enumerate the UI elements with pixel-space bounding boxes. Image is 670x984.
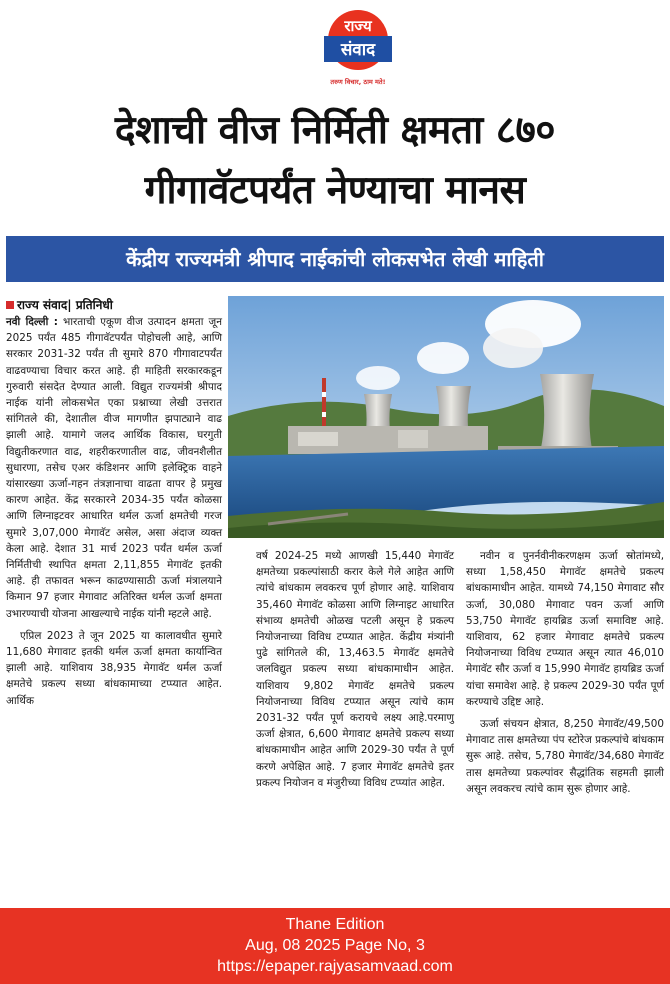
rajya-samvad-logo[interactable] <box>318 6 398 90</box>
byline <box>6 296 113 313</box>
headline-line-1: देशाची वीज निर्मिती क्षमता ८७० <box>114 108 556 153</box>
edition-name: Thane Edition <box>285 916 385 933</box>
subheadline-bar <box>6 236 664 282</box>
power-plant-photo <box>228 296 664 538</box>
article-paragraph-5: ऊर्जा संचयन क्षेत्रात, 8,250 मेगावॅट/49,500 मेगावाट तास क्षमतेच्या पंप स्टोरेज प्रकल्पांचे बांधकाम सुरू आहे. तसेच, 5,780 मेगावॅट/34,680 मेगावॅट तास क्षमतेच्या प्रकल्पांवर सैद्धांतिक सहमती झाली असून लवकरच त्यांचे काम सुरू होणार आहे. <box>466 718 664 795</box>
article-column-3 <box>466 548 664 803</box>
article-paragraph-3: वर्ष 2024-25 मध्ये आणखी 15,440 मेगावॅट क्षमतेच्या प्रकल्पांसाठी करार केले गेले आहेत आणि त्यांचे बांधकाम लवकरच पूर्ण होणार आहे. याशिवाय 35,460 मेगावॅट कोळसा आणि लिग्नाइट आधारित संभाव्य क्षमतेची ओळख पटली असून हे प्रकल्प नियोजनाच्या विविध टप्प्यात आहेत. केंद्रीय मंत्र्यांनी पुढे सांगितले की, 13,463.5 मेगावॅट क्षमतेचे जलविद्युत प्रकल्प सध्या बांधकामाधीन आहेत. याशिवाय 9,802 मेगावॅट क्षमतेचे प्रकल्प नियोजनाच्या विविध टप्प्यात असून त्यांचे काम 2031-32 पर्यंत पूर्ण करायचे लक्ष्य आहे.परमाणु ऊर्जा क्षेत्रात, 6,600 मेगावाट क्षमतेचे प्रकल्प सध्या बांधकामाधीन आहेत आणि 2029-30 पर्यंत ते पूर्ण करणे अपेक्षित आहे. 7 हजार मेगावॅट क्षमतेचे इतर प्रकल्प नियोजन व मंजुरीच्या विविध टप्प्यांत आहेत. <box>256 550 454 789</box>
edition-date-page: Aug, 08 2025 Page No, 3 <box>245 937 425 954</box>
article-paragraph-4: नवीन व पुनर्नवीनीकरणक्षम ऊर्जा स्रोतांमध्ये, सध्या 1,58,450 मेगावॅट क्षमतेचे प्रकल्प बांधकामाधीन आहेत. यामध्ये 74,150 मेगावाट सौर ऊर्जा, 30,080 मेगावाट पवन ऊर्जा आणि 53,750 मेगावॅट हायब्रिड ऊर्जा समाविष्ट आहे. याशिवाय, 62 हजार मेगावाट क्षमतेचे प्रकल्प नियोजनाच्या विविध टप्प्यात असून त्यात 46,010 मेगावॅट सौर ऊर्जा व 15,990 मेगावॅट हायब्रिड ऊर्जा यांचा समावेश आहे. हे प्रकल्प 2029-30 पर्यंत पूर्ण करण्याचे उद्दिष्ट आहे. <box>466 550 664 708</box>
edition-footer <box>0 908 670 984</box>
article-column-2 <box>256 548 454 797</box>
dateline: नवी दिल्ली : <box>6 316 58 328</box>
headline-line-2: गीगावॅटपर्यंत नेण्याचा मानस <box>144 168 526 213</box>
byline-text: राज्य संवाद| प्रतिनिधी <box>17 298 113 312</box>
byline-square-icon <box>6 301 14 309</box>
article-paragraph-1 <box>6 314 222 622</box>
logo-word-top: राज्य <box>344 17 372 35</box>
article-paragraph-2: एप्रिल 2023 ते जून 2025 या कालावधीत सुमारे 11,680 मेगावाट इतकी थर्मल ऊर्जा क्षमता कार्यान्वित झाली आहे. याशिवाय 38,935 मेगावॅट थर्मल ऊर्जा क्षमतेचे प्रकल्प सध्या बांधकामाच्या टप्प्यात आहेत. आर्थिक <box>6 629 222 707</box>
subheadline-text: केंद्रीय राज्यमंत्री श्रीपाद नाईकांची लोकसभेत लेखी माहिती <box>126 247 544 271</box>
paragraph-1-text: भारताची एकूण वीज उत्पादन क्षमता जून 2025 पर्यंत 485 गीगावॅटपर्यंत पोहोचली आहे, आणि सरकार 2031-32 पर्यंत ती सुमारे 870 गीगावाटपर्यंत वाढवण्याचा विचार करत आहे. ही माहिती सरकारकडून गुरुवारी संसदेत देण्यात आली. विद्युत राज्यमंत्री श्रीपाद नाईक यांनी लोकसभेत एका प्रश्नाच्या लेखी उत्तरात सांगितले की, देशातील वीज मागणीत झपाट्याने वाढ झाली आहे. यामागे जलद आर्थिक विकास, घरगुती विद्युतीकरणात वाढ, शहरीकरणातील वाढ, जीवनशैलीत सुधारणा, तसेच एअर कंडिशनर आणि इलेक्ट्रिक वाहने यांसारख्या ऊर्जा-गहन तंत्रज्ञानाचा वाढता वापर हे प्रमुख कारण आहेत. केंद्र सरकारने 2034-35 पर्यंत कोळसा आणि लिग्नाइटवर आधारित थर्मल ऊर्जा क्षमतेची गरज सुमारे 3,07,000 मेगावॅट असेल, असा अंदाज व्यक्त केला आहे. देशात 31 मार्च 2023 पर्यंत थर्मल ऊर्जा निर्मितीची स्थापित क्षमता 2,11,855 मेगावॅट इतकी आहे. ही तफावत भरून काढण्यासाठी ऊर्जा मंत्रालयाने किमान 97 हजार मेगावाट अतिरिक्त थर्मल ऊर्जा क्षमता उभारण्याची योजना आखल्याचे नाईक यांनी म्हटले आहे. <box>6 316 222 620</box>
article-column-1 <box>6 314 222 715</box>
logo-word-bottom: संवाद <box>340 40 376 60</box>
logo-tagline: तरुण विचार, ठाम मते! <box>330 78 386 86</box>
edition-url[interactable]: https://epaper.rajyasamvaad.com <box>217 958 453 975</box>
